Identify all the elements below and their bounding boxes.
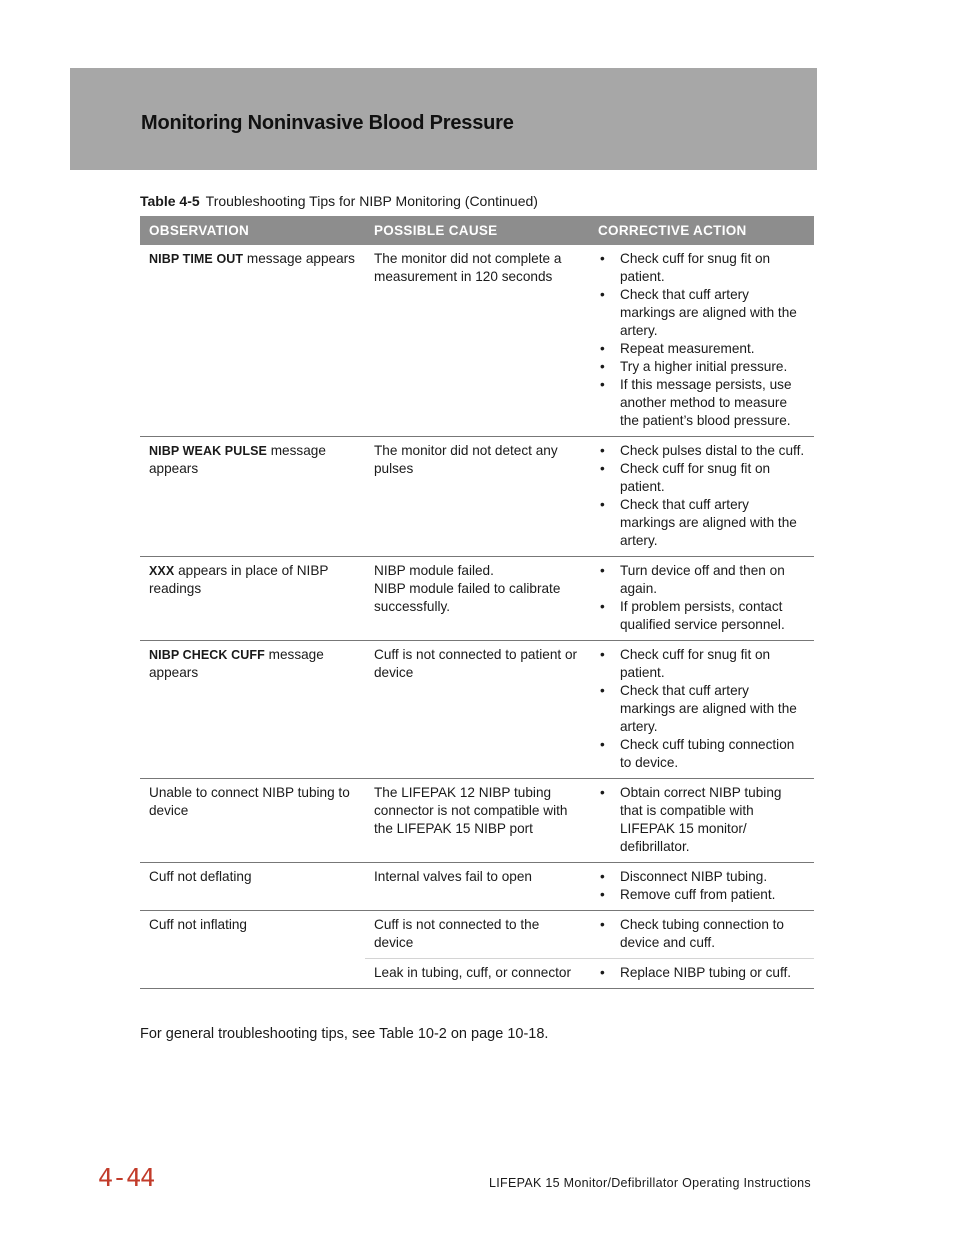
action-item: • Check that cuff artery markings are aligned with the artery. (598, 286, 805, 340)
action-item: • Check cuff for snug fit on patient. (598, 250, 805, 286)
table-caption-text: Troubleshooting Tips for NIBP Monitoring (Continued) (205, 193, 538, 209)
table-header-row (140, 216, 814, 245)
cause-cell: Cuff is not connected to the device (365, 911, 589, 959)
action-item: • Turn device off and then on again. (598, 562, 805, 598)
table-row (140, 245, 814, 437)
table-row (140, 437, 814, 557)
cause-cell: NIBP module failed. NIBP module failed to calibrate successfully. (365, 557, 589, 641)
action-item: • Replace NIBP tubing or cuff. (598, 964, 805, 982)
column-header-cause: POSSIBLE CAUSE (365, 216, 589, 245)
cause-cell: Cuff is not connected to patient or device (365, 641, 589, 779)
section-title: Monitoring Noninvasive Blood Pressure (141, 112, 514, 134)
action-cell (589, 911, 814, 959)
document-title: LIFEPAK 15 Monitor/Defibrillator Operating Instructions (489, 1176, 811, 1190)
message-code: NIBP TIME OUT (149, 252, 244, 266)
action-cell (589, 641, 814, 779)
table-row (140, 557, 814, 641)
observation-cell: NIBP WEAK PULSE message appears (140, 437, 365, 557)
message-code: XXX (149, 564, 175, 578)
action-item: • Check cuff tubing connection to device. (598, 736, 805, 772)
action-list (598, 916, 805, 952)
action-item: • Check pulses distal to the cuff. (598, 442, 805, 460)
action-item: • Check that cuff artery markings are aligned with the artery. (598, 496, 805, 550)
action-cell (589, 245, 814, 437)
action-item: • Disconnect NIBP tubing. (598, 868, 805, 886)
troubleshooting-table (140, 216, 814, 989)
table-caption-label: Table 4-5 (140, 193, 200, 209)
action-item: • Obtain correct NIBP tubing that is compatible with LIFEPAK 15 monitor/ defibrillator. (598, 784, 805, 856)
table-row (140, 641, 814, 779)
cause-cell: Leak in tubing, cuff, or connector (365, 959, 589, 989)
action-item: • Check cuff for snug fit on patient. (598, 646, 805, 682)
observation-cell: Cuff not deflating (140, 863, 365, 911)
action-item: • If problem persists, contact qualified service personnel. (598, 598, 805, 634)
footnote: For general troubleshooting tips, see Table 10-2 on page 10-18. (140, 1026, 549, 1042)
action-cell (589, 959, 814, 989)
cause-cell: Internal valves fail to open (365, 863, 589, 911)
table-row (140, 911, 814, 959)
observation-cell: XXX appears in place of NIBP readings (140, 557, 365, 641)
action-list (598, 784, 805, 856)
cause-cell: The LIFEPAK 12 NIBP tubing connector is not compatible with the LIFEPAK 15 NIBP port (365, 779, 589, 863)
action-item: • Try a higher initial pressure. (598, 358, 805, 376)
cause-cell: The monitor did not complete a measurement in 120 seconds (365, 245, 589, 437)
column-header-observation: OBSERVATION (140, 216, 365, 245)
observation-cell: Cuff not inflating (140, 911, 365, 989)
cause-cell: The monitor did not detect any pulses (365, 437, 589, 557)
action-item: • Remove cuff from patient. (598, 886, 805, 904)
action-item: • If this message persists, use another method to measure the patient’s blood pressure. (598, 376, 805, 430)
observation-cell: NIBP CHECK CUFF message appears (140, 641, 365, 779)
message-code: NIBP CHECK CUFF (149, 648, 265, 662)
action-list (598, 562, 805, 634)
action-item: • Check cuff for snug fit on patient. (598, 460, 805, 496)
message-code: NIBP WEAK PULSE (149, 444, 267, 458)
action-item: • Check that cuff artery markings are aligned with the artery. (598, 682, 805, 736)
action-cell (589, 557, 814, 641)
page-number: 4-44 (98, 1163, 155, 1192)
action-cell (589, 437, 814, 557)
action-list (598, 868, 805, 904)
action-list (598, 442, 805, 550)
observation-cell: NIBP TIME OUT message appears (140, 245, 365, 437)
table-row (140, 863, 814, 911)
observation-cell: Unable to connect NIBP tubing to device (140, 779, 365, 863)
action-list (598, 964, 805, 982)
action-list (598, 646, 805, 772)
column-header-action: CORRECTIVE ACTION (589, 216, 814, 245)
table-caption (140, 193, 538, 209)
action-cell (589, 779, 814, 863)
action-cell (589, 863, 814, 911)
action-item: • Check tubing connection to device and cuff. (598, 916, 805, 952)
action-list (598, 250, 805, 430)
table-row (140, 779, 814, 863)
action-item: • Repeat measurement. (598, 340, 805, 358)
